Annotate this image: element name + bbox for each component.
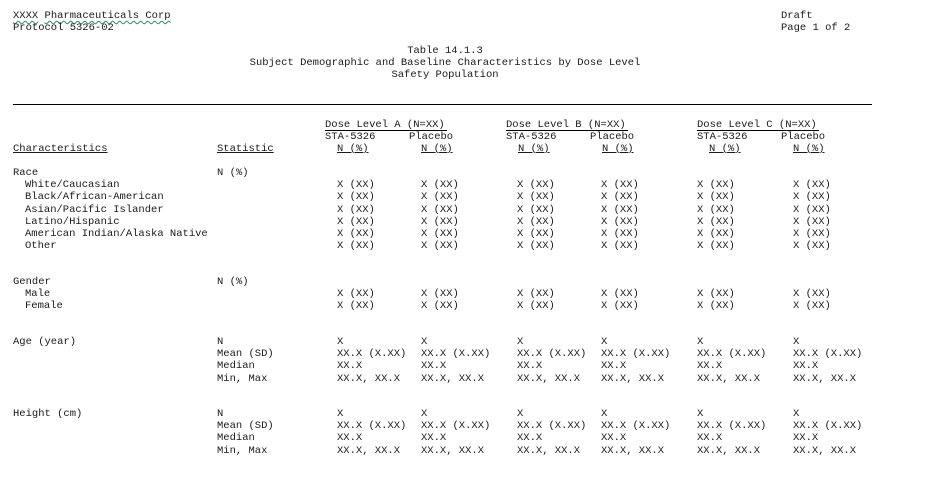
table-cell: X	[337, 408, 344, 420]
dose-a-drug-header: STA-5326	[325, 131, 376, 143]
table-cell: XX.X (X.XX)	[601, 420, 671, 432]
table-cell: X (XX)	[517, 300, 555, 312]
table-cell: XX.X	[517, 360, 543, 372]
table-cell: XX.X (X.XX)	[517, 420, 587, 432]
row-label: Asian/Pacific Islander	[25, 204, 164, 216]
table-cell: XX.X, XX.X	[517, 373, 581, 385]
table-cell: X (XX)	[337, 179, 375, 191]
table-cell: X	[337, 336, 344, 348]
table-cell: X (XX)	[517, 288, 555, 300]
table-cell: XX.X	[697, 432, 723, 444]
dose-c-placebo-unit: N (%)	[793, 143, 825, 155]
dose-b-drug-header: STA-5326	[506, 131, 557, 143]
table-cell: X (XX)	[337, 204, 375, 216]
table-cell: X (XX)	[793, 179, 831, 191]
table-cell: XX.X, XX.X	[517, 445, 581, 457]
dose-level-a-header: Dose Level A (N=XX)	[325, 119, 445, 131]
row-label: Female	[25, 300, 63, 312]
table-cell: XX.X, XX.X	[421, 445, 485, 457]
table-cell: X (XX)	[517, 179, 555, 191]
table-cell: X (XX)	[697, 179, 735, 191]
table-cell: X (XX)	[601, 288, 639, 300]
table-cell: X (XX)	[601, 216, 639, 228]
table-cell: X (XX)	[697, 191, 735, 203]
table-cell: X (XX)	[421, 191, 459, 203]
draft-status: Draft	[781, 10, 813, 22]
table-cell: X	[421, 336, 428, 348]
row-statistic: Median	[217, 360, 255, 372]
table-cell: X	[517, 336, 524, 348]
table-cell: X (XX)	[793, 191, 831, 203]
table-title: Subject Demographic and Baseline Characteristics by Dose Level	[249, 57, 641, 69]
row-statistic: Median	[217, 432, 255, 444]
company-name	[13, 10, 171, 22]
table-cell: XX.X	[601, 432, 627, 444]
table-cell: XX.X	[601, 360, 627, 372]
table-cell: X (XX)	[697, 240, 735, 252]
characteristics-header: Characteristics	[13, 143, 108, 155]
table-cell: XX.X (X.XX)	[697, 420, 767, 432]
table-cell: X (XX)	[421, 204, 459, 216]
table-cell: X (XX)	[697, 204, 735, 216]
table-cell: X (XX)	[601, 300, 639, 312]
dose-level-b-header: Dose Level B (N=XX)	[506, 119, 626, 131]
table-cell: X (XX)	[421, 216, 459, 228]
table-cell: XX.X	[793, 432, 819, 444]
company-code: XXXX	[13, 10, 39, 22]
table-cell: XX.X	[421, 432, 447, 444]
row-statistic: N	[217, 408, 224, 420]
table-cell: X (XX)	[793, 300, 831, 312]
table-cell: X (XX)	[697, 300, 735, 312]
dose-c-drug-unit: N (%)	[709, 143, 741, 155]
table-cell: XX.X, XX.X	[697, 373, 761, 385]
table-cell: XX.X	[421, 360, 447, 372]
table-cell: X (XX)	[421, 179, 459, 191]
table-cell: X (XX)	[793, 204, 831, 216]
table-cell: XX.X (X.XX)	[517, 348, 587, 360]
row-statistic: Mean (SD)	[217, 420, 274, 432]
table-cell: X (XX)	[337, 228, 375, 240]
page-number: Page 1 of 2	[781, 22, 851, 34]
table-cell: X (XX)	[337, 191, 375, 203]
table-number: Table 14.1.3	[407, 45, 483, 57]
table-cell: XX.X	[337, 360, 363, 372]
dose-a-placebo-header: Placebo	[409, 131, 454, 143]
dose-b-drug-unit: N (%)	[518, 143, 550, 155]
table-cell: XX.X, XX.X	[793, 445, 857, 457]
table-cell: X (XX)	[337, 300, 375, 312]
dose-b-placebo-header: Placebo	[590, 131, 635, 143]
row-label: Male	[25, 288, 51, 300]
table-cell: XX.X	[517, 432, 543, 444]
table-cell: X (XX)	[601, 228, 639, 240]
table-cell: X (XX)	[517, 240, 555, 252]
section-statistic: N (%)	[217, 167, 249, 179]
row-statistic: Mean (SD)	[217, 348, 274, 360]
dose-c-drug-header: STA-5326	[697, 131, 748, 143]
table-cell: X (XX)	[793, 228, 831, 240]
table-cell: XX.X (X.XX)	[337, 420, 407, 432]
dose-c-placebo-header: Placebo	[781, 131, 826, 143]
section-label: Race	[13, 167, 39, 179]
table-cell: XX.X (X.XX)	[697, 348, 767, 360]
company-name-rest: Pharmaceuticals Corp	[44, 10, 171, 22]
table-cell: X (XX)	[421, 288, 459, 300]
table-population: Safety Population	[391, 69, 499, 81]
row-statistic: Min, Max	[217, 445, 268, 457]
row-statistic: N	[217, 336, 224, 348]
table-cell: X (XX)	[697, 228, 735, 240]
section-label: Height (cm)	[13, 408, 83, 420]
table-cell: X (XX)	[793, 216, 831, 228]
row-statistic: Min, Max	[217, 373, 268, 385]
row-label: White/Caucasian	[25, 179, 120, 191]
protocol-number: Protocol 5326-02	[13, 22, 114, 34]
table-cell: X (XX)	[517, 228, 555, 240]
dose-b-placebo-unit: N (%)	[602, 143, 634, 155]
table-cell: X (XX)	[601, 240, 639, 252]
table-cell: XX.X, XX.X	[697, 445, 761, 457]
table-cell: X (XX)	[697, 216, 735, 228]
row-label: Latino/Hispanic	[25, 216, 120, 228]
table-cell: X (XX)	[337, 216, 375, 228]
table-cell: X (XX)	[793, 288, 831, 300]
table-cell: X (XX)	[421, 240, 459, 252]
table-cell: XX.X (X.XX)	[337, 348, 407, 360]
table-cell: X (XX)	[517, 216, 555, 228]
section-statistic: N (%)	[217, 276, 249, 288]
dose-level-c-header: Dose Level C (N=XX)	[697, 119, 817, 131]
section-label: Age (year)	[13, 336, 77, 348]
table-cell: X (XX)	[517, 204, 555, 216]
table-cell: X (XX)	[601, 204, 639, 216]
header-rule	[13, 104, 872, 105]
statistic-header: Statistic	[217, 143, 274, 155]
table-cell: X (XX)	[337, 240, 375, 252]
row-label: Other	[25, 240, 57, 252]
table-cell: X	[793, 408, 800, 420]
table-cell: XX.X, XX.X	[793, 373, 857, 385]
table-cell: X (XX)	[793, 240, 831, 252]
table-cell: XX.X (X.XX)	[421, 420, 491, 432]
table-cell: X (XX)	[601, 179, 639, 191]
table-cell: X	[601, 408, 608, 420]
table-cell: X	[793, 336, 800, 348]
row-label: American Indian/Alaska Native	[25, 228, 208, 240]
table-cell: X (XX)	[601, 191, 639, 203]
table-cell: XX.X (X.XX)	[793, 420, 863, 432]
table-cell: XX.X	[337, 432, 363, 444]
table-cell: X	[517, 408, 524, 420]
dose-a-placebo-unit: N (%)	[421, 143, 453, 155]
table-cell: XX.X, XX.X	[421, 373, 485, 385]
table-cell: X	[697, 336, 704, 348]
table-cell: XX.X (X.XX)	[601, 348, 671, 360]
table-cell: X (XX)	[421, 300, 459, 312]
table-cell: X	[697, 408, 704, 420]
table-cell: XX.X	[793, 360, 819, 372]
table-cell: XX.X (X.XX)	[421, 348, 491, 360]
table-cell: X	[601, 336, 608, 348]
row-label: Black/African-American	[25, 191, 164, 203]
table-cell: XX.X, XX.X	[337, 445, 401, 457]
table-cell: XX.X	[697, 360, 723, 372]
table-cell: X (XX)	[337, 288, 375, 300]
table-cell: XX.X, XX.X	[601, 373, 665, 385]
dose-a-drug-unit: N (%)	[337, 143, 369, 155]
table-cell: XX.X (X.XX)	[793, 348, 863, 360]
table-cell: X (XX)	[421, 228, 459, 240]
table-cell: XX.X, XX.X	[337, 373, 401, 385]
section-label: Gender	[13, 276, 51, 288]
table-cell: X (XX)	[697, 288, 735, 300]
table-cell: XX.X, XX.X	[601, 445, 665, 457]
table-cell: X (XX)	[517, 191, 555, 203]
table-cell: X	[421, 408, 428, 420]
